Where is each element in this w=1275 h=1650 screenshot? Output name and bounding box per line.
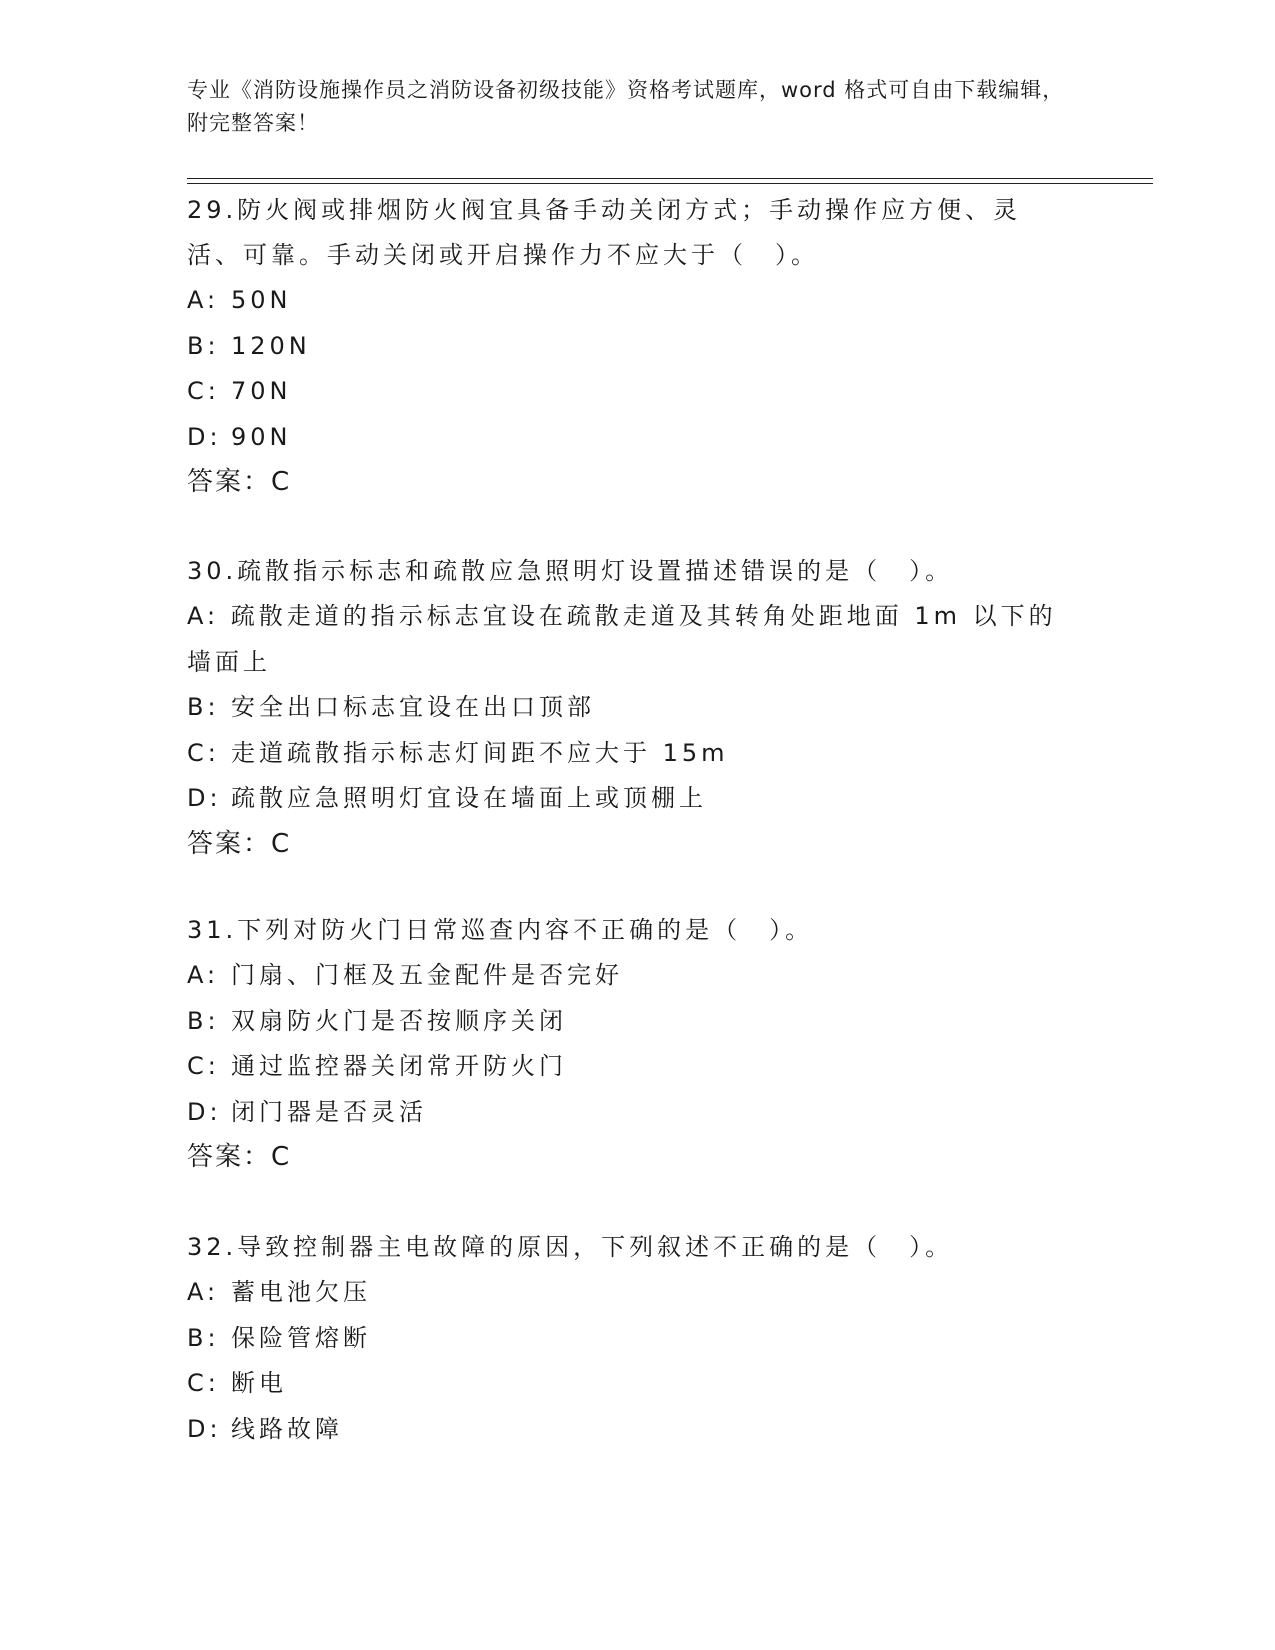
option-key: B: [187,331,220,360]
question-30 [187,549,1067,867]
option-text: 疏散应急照明灯宜设在墙面上或顶棚上 [231,784,707,812]
question-29 [187,188,1067,505]
option-d [187,776,1067,822]
option-d [187,1090,1067,1136]
option-c [187,731,1067,777]
question-32 [187,1225,1067,1452]
option-text: 120N [231,331,311,360]
option-text: 保险管熔断 [231,1323,371,1352]
option-c [187,369,1067,415]
question-stem: 29.防火阀或排烟防火阀宜具备手动关闭方式；手动操作应方便、灵活、可靠。手动关闭或开启操作力不应大于（ ）。 [187,196,1022,269]
option-d [187,1407,1067,1453]
option-a [187,278,1067,324]
answer-line: 答案：C [187,1142,292,1172]
option-key: C: [187,1052,220,1080]
option-a [187,1270,1067,1316]
option-b [187,324,1067,370]
document-intro: 专业《消防设施操作员之消防设备初级技能》资格考试题库，word 格式可自由下载编辑，附完整答案！ [187,78,1065,135]
option-c [187,1361,1067,1407]
option-key: D: [187,1414,222,1443]
question-stem: 32.导致控制器主电故障的原因，下列叙述不正确的是（ ）。 [187,1233,954,1261]
option-text: 90N [231,422,292,451]
header-divider-top [187,178,1153,179]
option-text: 50N [231,286,292,314]
option-key: D: [187,1097,222,1126]
option-text: 断电 [231,1369,287,1397]
option-c [187,1044,1067,1090]
option-text: 疏散走道的指示标志宜设在疏散走道及其转角处距地面 1m 以下的墙面上 [187,602,1057,676]
option-text: 门扇、门框及五金配件是否完好 [231,961,623,989]
option-key: C: [187,1369,220,1397]
option-b [187,1316,1067,1362]
question-stem: 31.下列对防火门日常巡查内容不正确的是（ ）。 [187,916,814,944]
option-key: A: [187,961,220,989]
option-b [187,685,1067,731]
header-divider-bottom [187,183,1153,184]
answer-line: 答案：C [187,828,292,859]
option-text: 闭门器是否灵活 [231,1097,427,1126]
answer-line: 答案：C [187,467,292,497]
option-a [187,594,1067,685]
option-key: A: [187,286,220,314]
option-key: D: [187,422,222,451]
option-key: B: [187,1323,220,1352]
option-key: C: [187,377,220,405]
option-text: 安全出口标志宜设在出口顶部 [231,693,595,721]
option-b [187,999,1067,1045]
option-key: A: [187,1278,220,1306]
option-key: B: [187,1006,220,1035]
option-text: 双扇防火门是否按顺序关闭 [231,1006,567,1035]
option-key: B: [187,693,220,721]
option-key: A: [187,602,220,630]
option-d [187,415,1067,461]
option-key: D: [187,784,222,812]
option-text: 通过监控器关闭常开防火门 [231,1052,567,1080]
question-31 [187,908,1067,1180]
question-stem: 30.疏散指示标志和疏散应急照明灯设置描述错误的是（ ）。 [187,557,954,585]
option-text: 蓄电池欠压 [231,1278,371,1306]
option-text: 线路故障 [231,1414,343,1443]
option-text: 70N [231,377,292,405]
option-a [187,953,1067,999]
option-text: 走道疏散指示标志灯间距不应大于 15m [231,738,729,767]
option-key: C: [187,738,220,767]
